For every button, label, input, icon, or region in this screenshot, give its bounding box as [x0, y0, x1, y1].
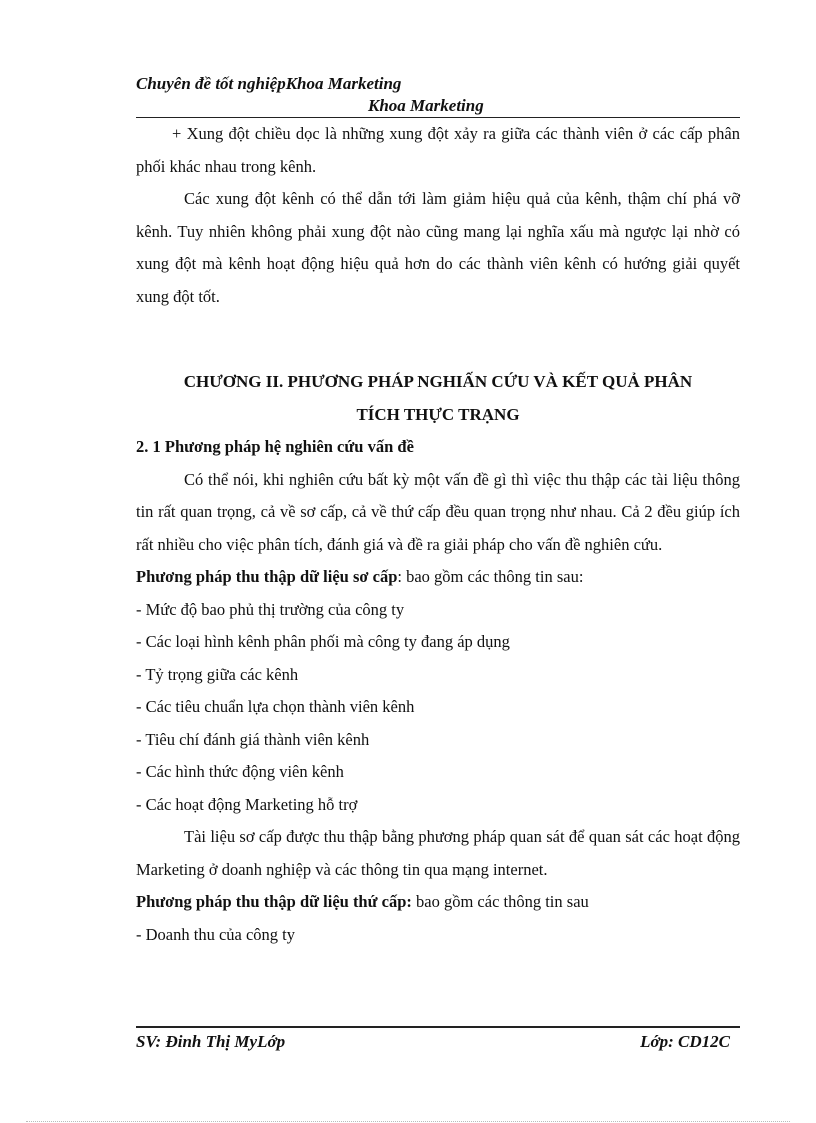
list-item: - Các loại hình kênh phân phối mà công ty đang áp dụng: [136, 632, 510, 651]
paragraph-conflict-effects: Các xung đột kênh có thể dẫn tới làm giảm hiệu quả của kênh, thậm chí phá vỡ kênh. Tuy nhiên không phải xung đột nào cũng mang lại nghĩa xấu mà ngược lại nhờ có xung đột mà kênh hoạt động hiệu quả hơn do các thành viên kênh có hướng giải quyết xung đột tốt.: [136, 189, 740, 306]
list-item: - Doanh thu của công ty: [136, 924, 295, 944]
chapter-title-line1: CHƯƠNG II. PHƯƠNG PHÁP NGHIẤN CỨU VÀ KẾT QUẢ PHÂN: [183, 372, 693, 391]
primary-data-heading: [136, 561, 740, 594]
list-item: - Các tiêu chuẩn lựa chọn thành viên kênh: [136, 697, 415, 716]
page-edge-dots: [26, 1121, 790, 1122]
primary-data-label: Phương pháp thu thập dữ liệu sơ cấp: [136, 567, 398, 586]
paragraph-primary-method: Tài liệu sơ cấp được thu thập bằng phương pháp quan sát để quan sát các hoạt động Marketing ở doanh nghiệp và các thông tin qua mạng internet.: [136, 827, 740, 879]
document-body: [136, 118, 740, 951]
paragraph-vertical-conflict: + Xung đột chiều dọc là những xung đột xảy ra giữa các thành viên ở các cấp phân phối khác nhau trong kênh.: [136, 124, 740, 176]
spacer: [136, 313, 740, 366]
list-item: - Các hoạt động Marketing hỗ trợ: [136, 794, 358, 814]
section-heading: 2. 1 Phương pháp hệ nghiên cứu vấn đề: [136, 437, 414, 456]
paragraph-research-intro: Có thể nói, khi nghiên cứu bất kỳ một vấn đề gì thì việc thu thập các tài liệu thông tin rất quan trọng, cả về sơ cấp, cả về thứ cấp đều quan trọng như nhau. Cả 2 đều giúp ích rất nhiều cho việc phân tích, đánh giá và đề ra giải pháp cho vấn đề nghiên cứu.: [136, 469, 740, 554]
secondary-data-desc: bao gồm các thông tin sau: [411, 892, 589, 911]
footer-divider: [136, 1026, 740, 1028]
secondary-data-label: Phương pháp thu thập dữ liệu thứ cấp:: [136, 892, 412, 911]
primary-data-desc: : bao gồm các thông tin sau:: [397, 567, 584, 586]
list-item: - Tỷ trọng giữa các kênh: [136, 664, 299, 684]
list-item: - Mức độ bao phủ thị trường của công ty: [136, 599, 405, 619]
footer-class: Lớp: CD12C: [640, 1032, 730, 1051]
list-item: - Tiêu chí đánh giá thành viên kênh: [136, 729, 370, 749]
chapter-title-line2: TÍCH THỰC TRẠNG: [356, 404, 520, 424]
header-title: Chuyên đề tốt nghiệpKhoa Marketing: [136, 74, 402, 93]
list-item: - Các hình thức động viên kênh: [136, 762, 344, 781]
header-subtitle: Khoa Marketing: [368, 96, 484, 115]
secondary-data-heading: [136, 886, 740, 919]
footer-student: SV: Đinh Thị MyLớp: [136, 1032, 286, 1051]
